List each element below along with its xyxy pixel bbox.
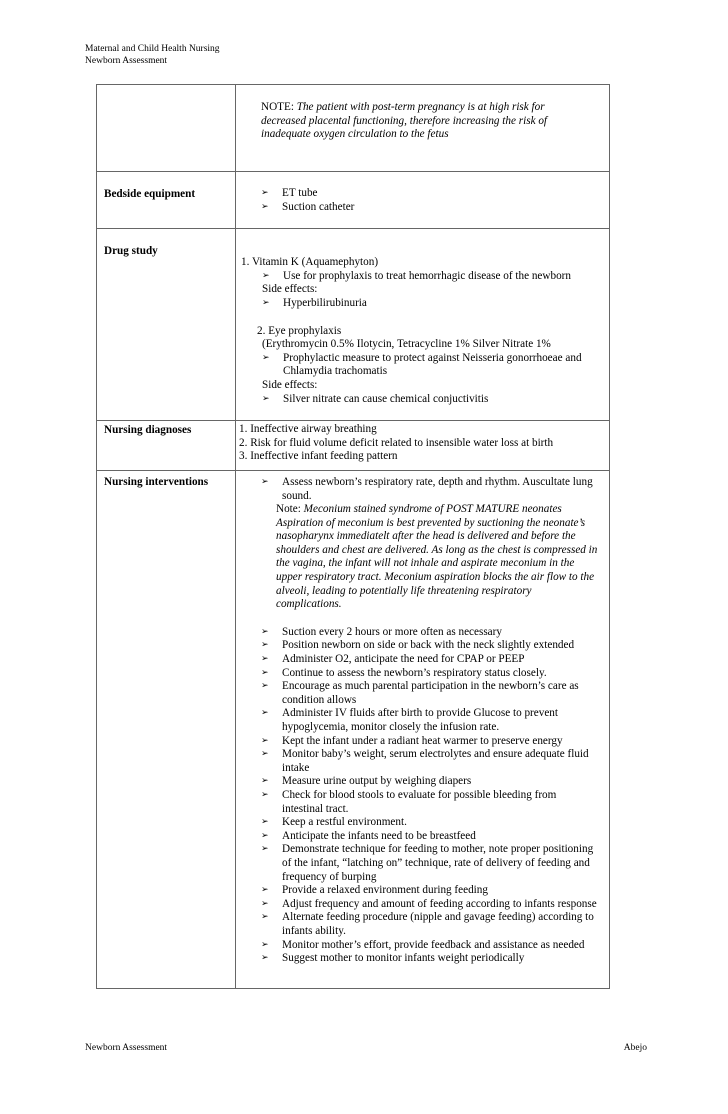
meconium-note-text: Meconium stained syndrome of POST MATURE neonates Aspiration of meconium is best prevented by suctioning the neonate’s nasopharynx immediatelt after the head is delivered and before the shoulders and chest are delivered. As long as the chest is compressed in the vagina, the infant will not inhale and aspirate meconium in the upper respiratory tract. Meconium aspiration blocks the air flow to the alveoli, leading to potentially life threatening respiratory complications. (276, 503, 598, 611)
header-course: Maternal and Child Health Nursing (85, 44, 220, 54)
list-item: ➢ Keep a restful environment. (261, 816, 407, 829)
arrow-bullet-icon: ➢ (261, 735, 269, 746)
arrow-bullet-icon: ➢ (261, 188, 269, 198)
arrow-bullet-icon: ➢ (261, 898, 269, 909)
arrow-bullet-icon: ➢ (261, 776, 269, 787)
interventions-row (97, 470, 610, 988)
drug-label: Drug study (97, 229, 236, 421)
arrow-bullet-icon: ➢ (261, 885, 269, 896)
list-item: ➢ Administer O2, anticipate the need for CPAP or PEEP (261, 653, 525, 666)
arrow-bullet-icon: ➢ (261, 912, 269, 923)
list-item: ➢ Position newborn on side or back with the neck slightly extended (261, 639, 575, 652)
arrow-bullet-icon: ➢ (261, 708, 269, 719)
arrow-bullet-icon: ➢ (261, 953, 269, 964)
arrow-bullet-icon: ➢ (261, 667, 269, 678)
list-item: ➢ Hyperbilirubinuria (262, 296, 367, 309)
diagnosis-item: 1. Ineffective airway breathing (239, 423, 377, 436)
list-item: ➢ Continue to assess the newborn’s respiratory status closely. (261, 666, 547, 679)
drug-row (97, 229, 610, 421)
list-item: ➢ Silver nitrate can cause chemical conjuctivitis (262, 392, 489, 405)
list-item: ➢ Provide a relaxed environment during feeding (261, 884, 488, 897)
drug-cell (236, 229, 610, 421)
arrow-bullet-icon: ➢ (261, 640, 269, 651)
arrow-bullet-icon: ➢ (261, 749, 269, 760)
list-item: ➢ Kept the infant under a radiant heat warmer to preserve energy (261, 734, 563, 747)
arrow-bullet-icon: ➢ (261, 476, 269, 487)
arrow-bullet-icon: ➢ (261, 201, 269, 212)
drug1-side-list (262, 297, 601, 311)
arrow-bullet-icon: ➢ (261, 654, 269, 665)
header-topic: Newborn Assessment (85, 56, 168, 66)
list-item: ➢ ET tube (261, 187, 318, 199)
bedside-list (261, 187, 609, 214)
interventions-list (261, 626, 599, 966)
note-cell (236, 85, 610, 172)
interventions-first-list (261, 476, 599, 503)
list-item: ➢ Anticipate the infants need to be breastfeed (261, 829, 476, 842)
drug1-use-list (262, 270, 601, 284)
diagnoses-row (97, 421, 610, 471)
diagnoses-label: Nursing diagnoses (97, 421, 236, 471)
bedside-label: Bedside equipment (97, 172, 236, 229)
arrow-bullet-icon: ➢ (261, 830, 269, 841)
diagnoses-cell (236, 421, 610, 471)
interventions-label: Nursing interventions (97, 470, 236, 988)
drug2-subtitle: (Erythromycin 0.5% Ilotycin, Tetracycline 1% Silver Nitrate 1% (262, 338, 551, 351)
interventions-cell (236, 470, 610, 988)
arrow-bullet-icon: ➢ (262, 393, 270, 404)
list-item: ➢ Check for blood stools to evaluate for possible bleeding from intestinal tract. (261, 788, 557, 815)
note-prefix: NOTE: (261, 101, 297, 113)
list-item: ➢ Demonstrate technique for feeding to mother, note proper positioning of the infant, “latching on” technique, rate of delivery of feeding and frequency of burping (261, 843, 594, 883)
page-header (85, 43, 220, 67)
footer-title: Newborn Assessment (85, 1043, 168, 1053)
drug2-side-label: Side effects: (262, 378, 318, 391)
bedside-row (97, 172, 610, 229)
drug2-use-list (262, 352, 601, 379)
arrow-bullet-icon: ➢ (261, 626, 269, 637)
footer-author: Abejo (623, 1043, 647, 1053)
list-item: ➢ Suction catheter (261, 200, 355, 213)
meconium-note (276, 503, 599, 612)
bedside-cell (236, 172, 610, 229)
arrow-bullet-icon: ➢ (262, 270, 270, 281)
list-item: ➢ Use for prophylaxis to treat hemorrhagic disease of the newborn (262, 269, 571, 282)
list-item: ➢ Assess newborn’s respiratory rate, depth and rhythm. Auscultate lung sound. (261, 475, 593, 502)
diagnosis-item: 3. Ineffective infant feeding pattern (239, 450, 398, 463)
arrow-bullet-icon: ➢ (262, 297, 270, 308)
drug1-title: 1. Vitamin K (Aquamephyton) (241, 256, 379, 269)
list-item: ➢ Alternate feeding procedure (nipple and gavage feeding) according to infants ability. (261, 911, 594, 937)
arrow-bullet-icon: ➢ (261, 817, 269, 828)
list-item: ➢ Suction every 2 hours or more often as necessary (261, 625, 502, 638)
arrow-bullet-icon: ➢ (261, 844, 269, 855)
list-item: ➢ Measure urine output by weighing diapers (261, 775, 472, 788)
list-item: ➢ Suggest mother to monitor infants weight periodically (261, 952, 525, 965)
drug2-title: 2. Eye prophylaxis (257, 324, 342, 337)
arrow-bullet-icon: ➢ (261, 939, 269, 950)
list-item: ➢ Encourage as much parental participation in the newborn’s care as condition allows (261, 680, 579, 706)
meconium-note-prefix: Note: (276, 503, 304, 516)
list-item: ➢ Prophylactic measure to protect against Neisseria gonorrhoeae and Chlamydia trachomatis (262, 351, 582, 378)
arrow-bullet-icon: ➢ (262, 352, 270, 363)
diagnosis-item: 2. Risk for fluid volume deficit related to insensible water loss at birth (239, 436, 554, 449)
note-label-cell (97, 85, 236, 172)
list-item: ➢ Monitor baby’s weight, serum electrolytes and ensure adequate fluid intake (261, 748, 589, 774)
drug1-side-label: Side effects: (262, 283, 318, 296)
note-text: The patient with post-term pregnancy is at high risk for decreased placental functioning, therefore increasing the risk of inadequate oxygen circulation to the fetus (261, 101, 548, 141)
arrow-bullet-icon: ➢ (261, 789, 269, 800)
note-row (97, 85, 610, 172)
list-item: ➢ Adjust frequency and amount of feeding according to infants response (261, 897, 597, 910)
assessment-table (96, 84, 610, 989)
arrow-bullet-icon: ➢ (261, 681, 269, 692)
drug2-side-list (262, 393, 601, 407)
list-item: ➢ Monitor mother’s effort, provide feedback and assistance as needed (261, 938, 585, 951)
list-item: ➢ Administer IV fluids after birth to provide Glucose to prevent hypoglycemia, monitor closely the infusion rate. (261, 707, 558, 733)
